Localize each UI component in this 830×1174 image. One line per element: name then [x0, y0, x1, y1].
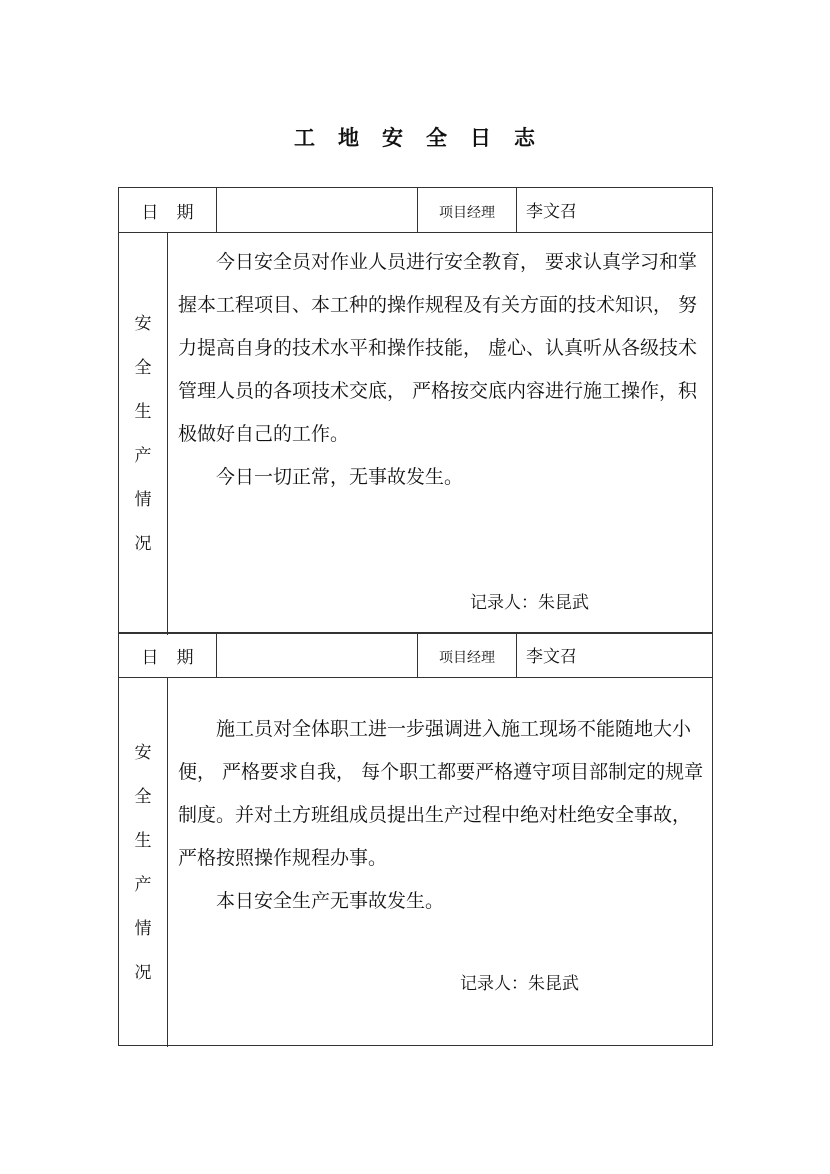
project-manager-label: 项目经理 [418, 633, 517, 677]
date-value[interactable] [217, 633, 418, 677]
content-paragraph: 本日安全生产无事故发生。 [216, 890, 445, 912]
entry-content [168, 678, 712, 1047]
entry-body [119, 233, 712, 635]
title-char: 日 [470, 125, 492, 150]
log-entry-1 [118, 187, 713, 634]
title-char: 工 [294, 125, 316, 150]
page-title [0, 122, 830, 152]
project-manager-label: 项目经理 [418, 188, 517, 232]
date-value[interactable] [217, 188, 418, 232]
log-entry-2 [118, 632, 713, 1046]
entry-header [119, 188, 712, 233]
entry-body [119, 678, 712, 1047]
title-char: 安 [382, 125, 404, 150]
title-char: 全 [426, 125, 448, 150]
date-label: 日 期 [119, 188, 217, 232]
content-paragraph: 施工员对全体职工进一步强调进入施工现场不能随地大小便， 严格要求自我， 每个职工都要严格遵守项目部制定的规章制度。并对土方班组成员提出生产过程中绝对杜绝安全事故，严格按照操作规程办事。 [178, 718, 704, 869]
project-manager-value: 李文召 [526, 647, 577, 667]
content-paragraph: 今日安全员对作业人员进行安全教育， 要求认真学习和掌握本工程项目、本工种的操作规程及有关方面的技术知识， 努力提高自身的技术水平和操作技能， 虚心、认真听从各级技术管理人员的各项技术交底， 严格按交底内容进行施工操作，积极做好自己的工作。 [178, 251, 698, 445]
title-char: 地 [338, 125, 360, 150]
date-label: 日 期 [119, 633, 217, 677]
project-manager-value: 李文召 [526, 202, 577, 222]
safety-status-label: 安 全 生 产 情 况 [119, 233, 168, 635]
recorder-line: 记录人：朱昆武 [460, 974, 579, 994]
entry-header [119, 633, 712, 678]
content-paragraph: 今日一切正常，无事故发生。 [216, 466, 464, 488]
safety-status-label: 安 全 生 产 情 况 [119, 678, 168, 1047]
recorder-line: 记录人：朱昆武 [470, 593, 589, 613]
title-char: 志 [514, 125, 536, 150]
entry-content [168, 233, 712, 635]
